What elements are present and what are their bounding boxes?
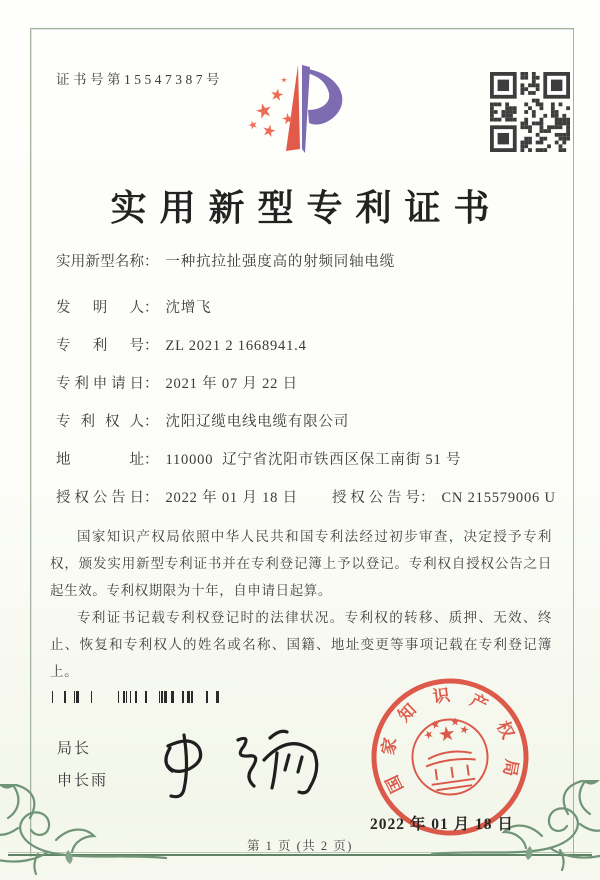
field-label: 专利号 (56, 338, 144, 354)
signature-handwriting-icon (146, 718, 356, 813)
legal-paragraph-1: 国家知识产权局依照中华人民共和国专利法经过初步审查，决定授予专利权，颁发实用新型专利证书并在专利登记簿上予以登记。专利权自授权公告之日起生效。专利权期限为十年，自申请日起算。 (50, 529, 552, 598)
seal-char: 识 (431, 685, 452, 707)
field-label: 实用新型名称 (56, 254, 144, 270)
field-list (56, 250, 556, 524)
field-label: 地址 (56, 452, 144, 468)
field-row-grant: 授权公告日： 2022 年 01 月 18 日 授权公告号： CN 215579006 U (56, 486, 550, 510)
cnipa-logo-icon (238, 58, 362, 164)
seal-char: 产 (466, 690, 491, 716)
barcode-icon (52, 691, 230, 703)
seal-char: 家 (378, 736, 401, 757)
field-label: 授权公告号 (331, 490, 420, 506)
seal-date: 2022 年 01 月 18 日 (370, 816, 514, 833)
field-label: 发明人 (56, 300, 144, 316)
field-label: 专利申请日 (56, 376, 144, 392)
signer-title: 局长 (57, 741, 92, 757)
certificate-number: 证书号第15547387号 (56, 72, 223, 87)
field-row-address: 地址： 110000 辽宁省沈阳市铁西区保工南街 51 号 (56, 448, 550, 472)
field-value: CN 215579006 U (441, 490, 556, 506)
field-group-grant-no: 授权公告号： CN 215579006 U (332, 486, 556, 507)
field-row-name: 实用新型名称： 一种抗拉扯强度高的射频同轴电缆 (56, 250, 550, 274)
field-value: 2022 年 01 月 18 日 (165, 490, 298, 506)
field-row-filing-date: 专利申请日： 2021 年 07 月 22 日 (56, 372, 550, 396)
page-number: 第 1 页 (共 2 页) (247, 839, 353, 853)
seal-char: 局 (499, 757, 522, 778)
field-value: 2021 年 07 月 22 日 (165, 376, 298, 392)
signer-name: 申长雨 (57, 773, 109, 789)
seal-char: 权 (493, 718, 518, 742)
corner-flourish-icon (0, 784, 168, 876)
field-row-patentee: 专利权人： 沈阳辽缆电线电缆有限公司 (56, 410, 550, 434)
certificate-title: 实用新型专利证书 (110, 188, 503, 228)
seal-char: 国 (382, 772, 407, 796)
field-row-inventor: 发明人： 沈增飞 (56, 296, 550, 320)
field-value: 110000 辽宁省沈阳市铁西区保工南街 51 号 (165, 452, 462, 468)
qr-code-icon (490, 72, 570, 152)
field-label: 授权公告日 (56, 490, 144, 506)
field-value: ZL 2021 2 1668941.4 (165, 338, 307, 354)
legal-text (50, 523, 552, 685)
seal-char: 知 (394, 700, 420, 726)
field-row-patent-no: 专利号： ZL 2021 2 1668941.4 (56, 334, 550, 358)
field-value: 沈阳辽缆电线电缆有限公司 (165, 414, 350, 430)
field-label: 专利权人 (56, 414, 144, 430)
field-value: 沈增飞 (165, 300, 212, 316)
field-value: 一种抗拉扯强度高的射频同轴电缆 (165, 254, 395, 270)
legal-paragraph-2: 专利证书记载专利权登记时的法律状况。专利权的转移、质押、无效、终止、恢复和专利权人的姓名或名称、国籍、地址变更等事项记载在专利登记簿上。 (50, 610, 552, 679)
